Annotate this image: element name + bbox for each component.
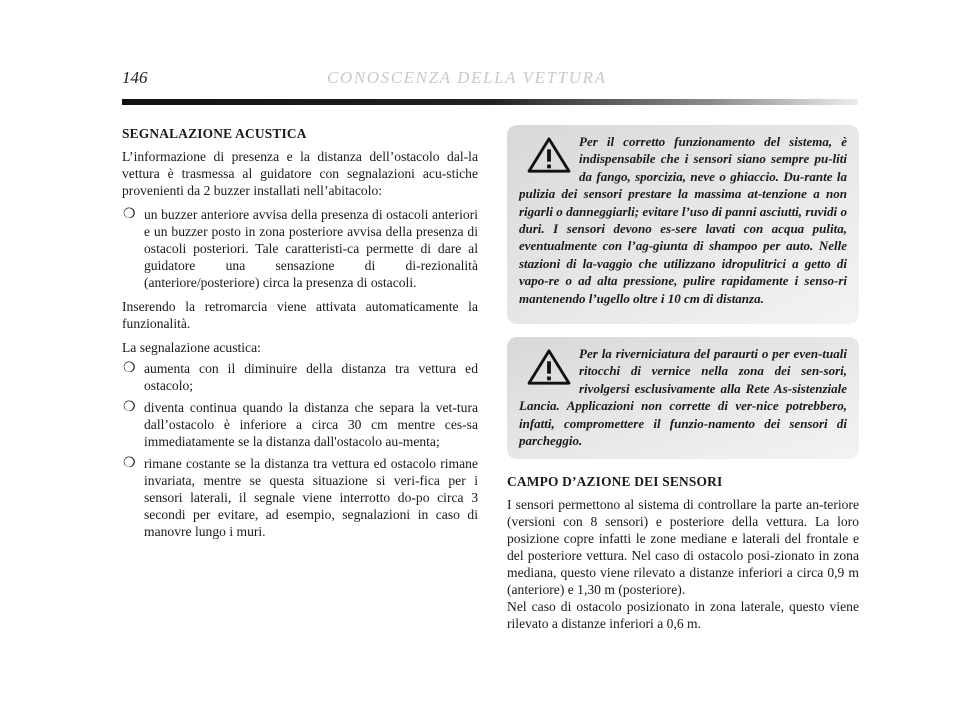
section-heading-acoustic: SEGNALAZIONE ACUSTICA	[122, 126, 307, 141]
warning-box-cleaning	[507, 125, 859, 324]
sensor-range-paragraph: I sensori permettono al sistema di controllare la parte an-teriore (versioni con 8 sensori) e posteriore della vettura. La loro posizione copre infatti le zone mediane e laterali del frontale e del posteriore vettura. Nel caso di ostacolo posi-zionato in zona mediana, questo viene rilevato a distanze inferiori a circa 0,9 m (anteriore) e 1,30 m (posteriore).	[507, 497, 859, 597]
reverse-gear-paragraph: Inserendo la retromarcia viene attivata automaticamente la funzionalità.	[122, 299, 478, 331]
right-column	[507, 125, 859, 631]
page-number: 146	[122, 68, 148, 87]
left-column	[122, 125, 478, 547]
list-item: ❍ rimane costante se la distanza tra vettura ed ostacolo rimane invariata, mentre se questa situazione si veri-fica per i sensori laterali, il segnale viene interrotto do-po circa 3 secondi per evitare, ad esempio, segnalazioni in caso di manovre lungo i muri.	[123, 456, 478, 539]
warning-box-painting	[507, 337, 859, 459]
list-item: ❍ diventa continua quando la distanza che separa la vet-tura dall’ostacolo è inferiore a circa 30 cm mentre ces-sa immediatamente se la distanza dall'ostacolo au-menta;	[123, 400, 478, 449]
intro-paragraph: L’informazione di presenza e la distanza dell’ostacolo dal-la vettura è trasmessa al guidatore con segnalazioni acu-stiche provenienti da 2 buzzer installati nell’abitacolo:	[122, 149, 478, 198]
bullet-list-signal	[122, 360, 478, 540]
page-header	[122, 68, 862, 98]
sensor-range-section	[507, 473, 859, 639]
running-title: CONOSCENZA DELLA VETTURA	[327, 68, 607, 87]
lateral-range-paragraph: Nel caso di ostacolo posizionato in zona laterale, questo viene rilevato a distanze inferiori a 0,6 m.	[507, 599, 859, 631]
bullet-circle-icon: ❍	[123, 456, 136, 471]
bullet-circle-icon: ❍	[123, 207, 136, 222]
warning-text-painting: Per la riverniciatura del paraurti o per even-tuali ritocchi di vernice nella zona dei sen-sori, rivolgersi esclusivamente alla Rete As-sistenziale Lancia. Applicazioni non corrette di ver-nice potrebbero, infatti, compromettere il funzio-namento dei sensori di parcheggio.	[519, 346, 847, 449]
warning-triangle-icon	[525, 348, 573, 386]
section-heading-sensors: CAMPO D’AZIONE DEI SENSORI	[507, 474, 723, 489]
warning-text-cleaning: Per il corretto funzionamento del sistema, è indispensabile che i sensori siano sempre pu-liti da fango, sporcizia, neve o ghiaccio. Du-rante la pulizia dei sensori prestare la massima at-tenzione a non rigarli o danneggiarli; evitare l’uso di panni asciutti, ruvidi o duri. I sensori devono es-sere lavati con acqua pulita, eventualmente con l’ag-giunta di shampoo per auto. Nelle stazioni di la-vaggio che utilizzano idropulitrici a getto di vapo-re o ad alta pressione, pulire rapidamente i senso-ri mantenendo l’ugello oltre i 10 cm di distanza.	[519, 134, 847, 306]
bullet-circle-icon: ❍	[123, 361, 136, 376]
header-rule	[122, 99, 858, 105]
bullet-list-buzzers	[122, 206, 478, 291]
bullet-circle-icon: ❍	[123, 400, 136, 415]
list-item: ❍ un buzzer anteriore avvisa della presenza di ostacoli anteriori e un buzzer posto in zona posteriore avvisa della presenza di ostacoli posteriori. Tale caratteristi-ca permette di dare al guidatore una sensazione di di-rezionalità (anteriore/posteriore) circa la presenza di ostacoli.	[123, 207, 478, 290]
warning-triangle-icon	[525, 136, 573, 174]
acoustic-signal-paragraph: La segnalazione acustica:	[122, 340, 261, 355]
list-item: ❍ aumenta con il diminuire della distanza tra vettura ed ostacolo;	[123, 361, 478, 393]
